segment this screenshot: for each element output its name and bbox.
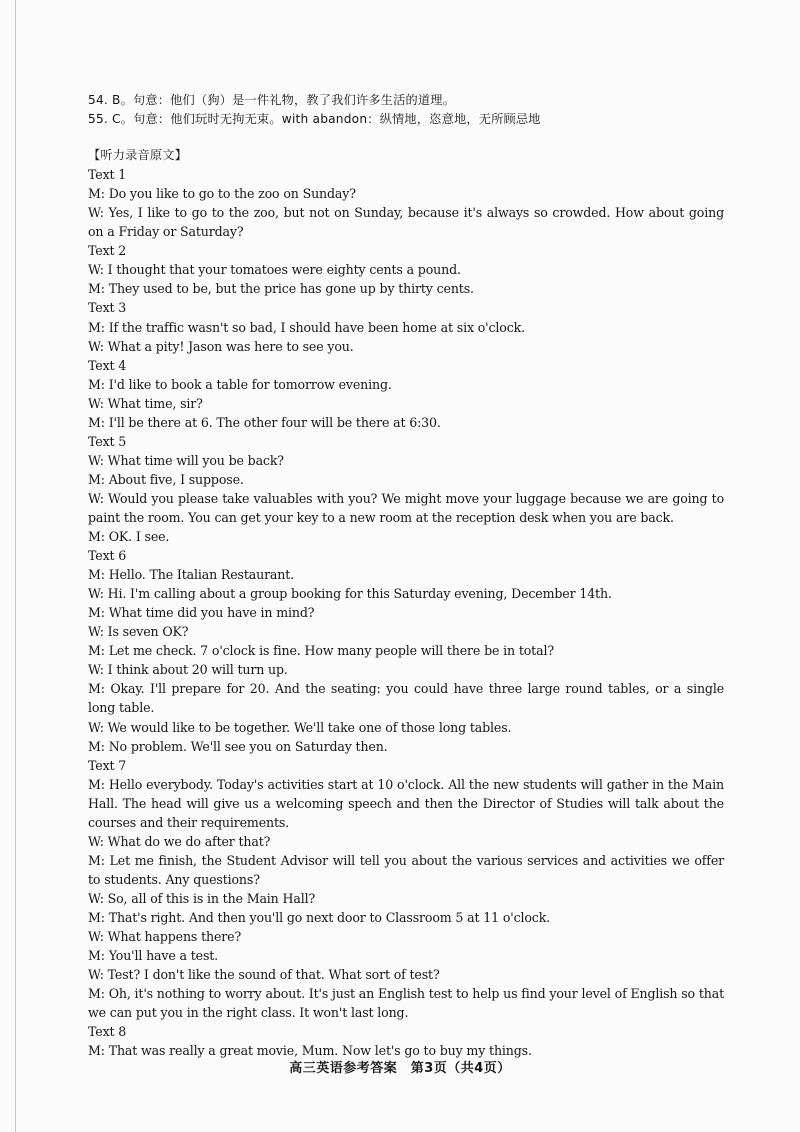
dialogue-line: M: No problem. We'll see you on Saturday then.: [88, 738, 388, 754]
dialogue-line: W: Yes, I like to go to the zoo, but not on Sunday, because it's always so crowded. How about going on a Friday or Saturday?: [88, 205, 724, 240]
dialogue-line: W: What time, sir?: [88, 395, 203, 411]
dialogue-line: W: I think about 20 will turn up.: [88, 662, 288, 678]
dialogue-line: M: That's right. And then you'll go next door to Classroom 5 at 11 o'clock.: [88, 909, 551, 925]
dialogue-line: M: I'll be there at 6. The other four will be there at 6:30.: [88, 414, 441, 430]
dialogue-line: M: You'll have a test.: [88, 948, 219, 964]
dialogue-line: M: Okay. I'll prepare for 20. And the seating: you could have three large round tables, or a single long table.: [88, 681, 724, 716]
text-label: Text 4: [88, 357, 127, 373]
dialogue-line: W: So, all of this is in the Main Hall?: [88, 890, 316, 906]
dialogue-line: M: If the traffic wasn't so bad, I should have been home at six o'clock.: [88, 319, 525, 335]
dialogue-line: W: What do we do after that?: [88, 833, 271, 849]
dialogue-line: M: Oh, it's nothing to worry about. It's just an English test to help us find your level of English so that we can put you in the right class. It won't last long.: [88, 986, 724, 1021]
dialogue-line: M: That was really a great movie, Mum. Now let's go to buy my things.: [88, 1043, 532, 1059]
dialogue-line: M: Let me finish, the Student Advisor will tell you about the various services and activities we offer to students. Any questions?: [88, 852, 724, 887]
text-label: Text 2: [88, 243, 127, 259]
dialogue-line: M: OK. I see.: [88, 529, 170, 545]
text-label: Text 8: [88, 1024, 127, 1040]
transcript: [88, 165, 724, 1060]
dialogue-line: M: About five, I suppose.: [88, 471, 244, 487]
text-label: Text 1: [88, 167, 127, 183]
answer-54: 54. B。句意：他们（狗）是一件礼物，教了我们许多生活的道理。: [88, 93, 456, 107]
section-title: 【听力录音原文】: [88, 148, 188, 163]
dialogue-line: W: Test? I don't like the sound of that. What sort of test?: [88, 967, 440, 983]
text-label: Text 5: [88, 433, 127, 449]
dialogue-line: M: Hello. The Italian Restaurant.: [88, 567, 295, 583]
page-footer: 高三英语参考答案 第3页（共4页）: [289, 1061, 511, 1076]
dialogue-line: W: Would you please take valuables with you? We might move your luggage because we are going to paint the room. You can get your key to a new room at the reception desk when you are back.: [88, 490, 724, 525]
dialogue-line: W: I thought that your tomatoes were eighty cents a pound.: [88, 262, 461, 278]
dialogue-line: W: What a pity! Jason was here to see you.: [88, 338, 354, 354]
page-binding-edge: [15, 0, 16, 1132]
dialogue-line: M: Hello everybody. Today's activities start at 10 o'clock. All the new students will gather in the Main Hall. The head will give us a welcoming speech and then the Director of Studies will talk about the courses and their requirements.: [88, 776, 724, 830]
dialogue-line: M: Do you like to go to the zoo on Sunday?: [88, 186, 356, 202]
dialogue-line: M: I'd like to book a table for tomorrow evening.: [88, 376, 392, 392]
dialogue-line: M: They used to be, but the price has gone up by thirty cents.: [88, 281, 474, 297]
section-gap: [88, 129, 724, 146]
text-label: Text 3: [88, 300, 127, 316]
dialogue-line: W: We would like to be together. We'll take one of those long tables.: [88, 719, 512, 735]
dialogue-line: M: What time did you have in mind?: [88, 605, 315, 621]
dialogue-line: W: Is seven OK?: [88, 624, 189, 640]
text-label: Text 7: [88, 757, 127, 773]
dialogue-line: W: Hi. I'm calling about a group booking for this Saturday evening, December 14th.: [88, 586, 612, 602]
dialogue-line: W: What time will you be back?: [88, 452, 284, 468]
page-content: [88, 91, 724, 1060]
dialogue-line: W: What happens there?: [88, 929, 242, 945]
answer-55: 55. C。句意：他们玩时无拘无束。with abandon：纵情地，恣意地，无所顾忌地: [88, 112, 541, 127]
dialogue-line: M: Let me check. 7 o'clock is fine. How many people will there be in total?: [88, 643, 554, 659]
text-label: Text 6: [88, 548, 127, 564]
